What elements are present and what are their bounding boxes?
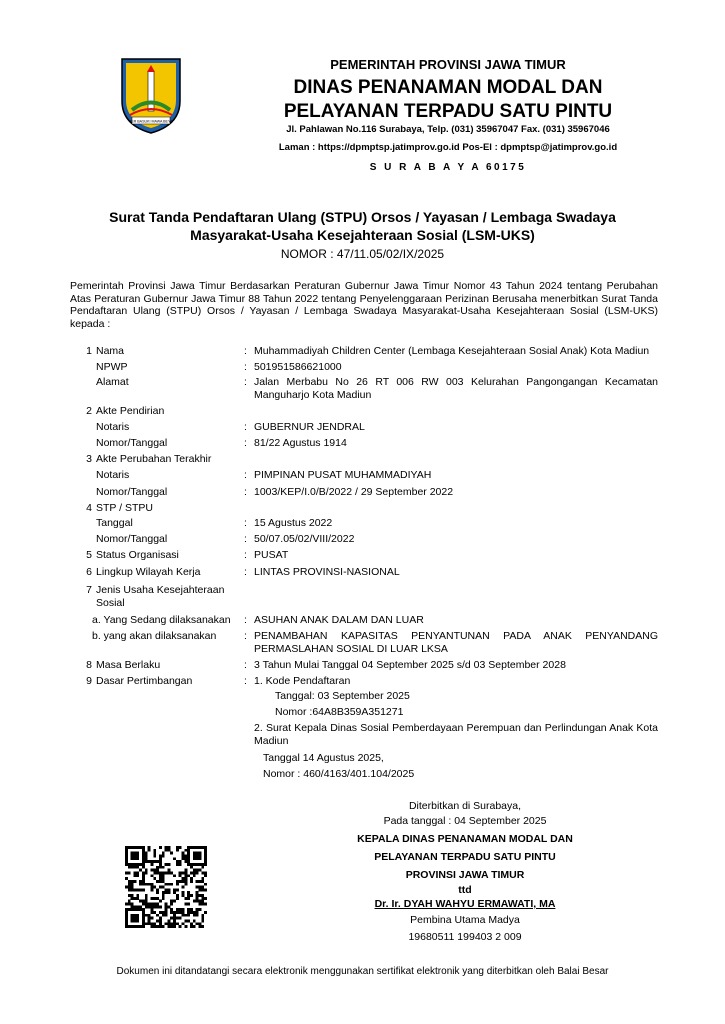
colon: : — [244, 533, 247, 545]
verification-qr-code — [125, 846, 207, 928]
item-number: 6 — [86, 566, 92, 578]
akte-perubahan-label: Akte Perubahan Terakhir — [96, 453, 212, 465]
header-address: Jl. Pahlawan No.116 Surabaya, Telp. (031) 35967047 Fax. (031) 35967046 — [286, 124, 610, 135]
masa-value: 3 Tahun Mulai Tanggal 04 September 2025 s/d 03 September 2028 — [254, 659, 566, 671]
colon: : — [244, 566, 247, 578]
item-number: 4 — [86, 502, 92, 514]
signature-place: Diterbitkan di Surabaya, — [408, 800, 522, 812]
item-number: 3 — [86, 453, 92, 465]
header-city: S U R A B A Y A 60175 — [369, 162, 527, 173]
dasar-1-nomor: Nomor :64A8B359A351271 — [275, 706, 404, 718]
lingkup-label: Lingkup Wilayah Kerja — [96, 566, 201, 578]
document-title: Surat Tanda Pendaftaran Ulang (STPU) Orsos / Yayasan / Lembaga Swadaya Masyarakat-Usaha Kesejahteraan Sosial (LSM-UKS) — [109, 209, 616, 243]
colon: : — [244, 376, 247, 388]
signatory-nip: 19680511 199403 2 009 — [408, 931, 522, 943]
jenis-a-label: a. Yang Sedang dilaksanakan — [92, 614, 231, 626]
akte-pendirian-label: Akte Pendirian — [96, 405, 165, 417]
colon: : — [244, 675, 247, 687]
notaris-label: Notaris — [96, 469, 130, 481]
nomor-tanggal-perubahan-value: 1003/KEP/I.0/B/2022 / 29 September 2022 — [254, 486, 454, 498]
tanggal-label: Tanggal — [96, 517, 133, 529]
colon: : — [244, 421, 247, 433]
header-agency: DINAS PENANAMAN MODAL DAN PELAYANAN TERPADU SATU PINTU — [283, 77, 613, 122]
dasar-2-tanggal: Tanggal 14 Agustus 2025, — [263, 752, 384, 764]
item-number: 1 — [86, 345, 92, 357]
item-number: 7 — [86, 584, 92, 596]
header-web: Laman : https://dpmptsp.jatimprov.go.id Pos-El : dpmptsp@jatimprov.go.id — [278, 142, 618, 153]
npwp-value: 501951586621000 — [254, 361, 342, 373]
item-number: 9 — [86, 675, 92, 687]
stp-tanggal-value: 15 Agustus 2022 — [254, 517, 333, 529]
dasar-2-nomor: Nomor : 460/4163/401.104/2025 — [263, 768, 415, 780]
colon: : — [244, 437, 247, 449]
status-label: Status Organisasi — [96, 549, 179, 561]
jenis-a-value: ASUHAN ANAK DALAM DAN LUAR — [254, 614, 424, 626]
item-number: 2 — [86, 405, 92, 417]
alamat-value: Jalan Merbabu No 26 RT 006 RW 003 Kelurahan Pangongangan Kecamatan Manguharjo Kota Madiun — [254, 376, 658, 401]
intro-paragraph: Pemerintah Provinsi Jawa Timur Berdasarkan Peraturan Gubernur Jawa Timur Nomor 43 Tahun 2024 tentang Perubahan Atas Peraturan Gubernur Jawa Timur 88 Tahun 2022 tentang Penyelenggaraan Perizinan Berusaha menerbitkan Surat Tanda Pendaftaran Ulang (STPU) Orsos / Yayasan / Lembaga Swadaya Masyarakat-Usaha Kesejahteraan Sosial (LSM-UKS) kepada : — [70, 280, 658, 330]
notaris-label: Notaris — [96, 421, 130, 433]
signature-ttd: ttd — [458, 884, 472, 896]
signature-title-2: PELAYANAN TERPADU SATU PINTU — [374, 851, 556, 863]
colon: : — [244, 630, 247, 642]
colon: : — [244, 659, 247, 671]
colon: : — [244, 361, 247, 373]
colon: : — [244, 486, 247, 498]
signature-date: Pada tanggal : 04 September 2025 — [383, 815, 547, 827]
alamat-label: Alamat — [96, 376, 129, 388]
status-value: PUSAT — [254, 549, 289, 561]
jenis-b-value: PENAMBAHAN KAPASITAS PENYANTUNAN PADA ANAK PENYANDANG PERMASLAHAN SOSIAL DI LUAR LKSA — [254, 630, 658, 655]
dasar-1-tanggal: Tanggal: 03 September 2025 — [275, 690, 410, 702]
colon: : — [244, 345, 247, 357]
signature-title-3: PROVINSI JAWA TIMUR — [405, 869, 525, 881]
svg-text:JER BASUKI MAWA BEYA: JER BASUKI MAWA BEYA — [129, 119, 173, 124]
nama-label: Nama — [96, 345, 125, 357]
nomor-tanggal-label: Nomor/Tanggal — [96, 437, 168, 449]
signatory-rank: Pembina Utama Madya — [410, 914, 520, 926]
masa-label: Masa Berlaku — [96, 659, 161, 671]
lingkup-value: LINTAS PROVINSI-NASIONAL — [254, 566, 400, 578]
nomor-tanggal-pendirian-value: 81/22 Agustus 1914 — [254, 437, 347, 449]
signature-title-1: KEPALA DINAS PENANAMAN MODAL DAN — [357, 833, 573, 845]
dasar-2: 2. Surat Kepala Dinas Sosial Pemberdayaan Perempuan dan Perlindungan Anak Kota Madiun — [254, 722, 658, 747]
header-government: PEMERINTAH PROVINSI JAWA TIMUR — [330, 57, 566, 72]
dasar-label: Dasar Pertimbangan — [96, 675, 193, 687]
item-number: 8 — [86, 659, 92, 671]
item-number: 5 — [86, 549, 92, 561]
jenis-label: Jenis Usaha Kesejahteraan Sosial — [96, 584, 225, 609]
stp-label: STP / STPU — [96, 502, 153, 514]
jenis-b-label: b. yang akan dilaksanakan — [92, 630, 217, 642]
jawa-timur-emblem-logo — [118, 55, 184, 135]
colon: : — [244, 469, 247, 481]
stp-nomor-value: 50/07.05/02/VIII/2022 — [254, 533, 355, 545]
colon: : — [244, 549, 247, 561]
nomor-tanggal-label: Nomor/Tanggal — [96, 486, 168, 498]
npwp-label: NPWP — [96, 361, 128, 373]
colon: : — [244, 614, 247, 626]
footer-note: Dokumen ini ditandatangi secara elektronik menggunakan sertifikat elektronik yang diterbitkan oleh Balai Besar — [116, 966, 609, 977]
nama-value: Muhammadiyah Children Center (Lembaga Kesejahteraan Sosial Anak) Kota Madiun — [254, 345, 650, 357]
document-number: NOMOR : 47/11.05/02/IX/2025 — [280, 247, 445, 261]
signatory-name: Dr. Ir. DYAH WAHYU ERMAWATI, MA — [374, 898, 556, 910]
dasar-1: 1. Kode Pendaftaran — [254, 675, 351, 687]
nomor-tanggal-label: Nomor/Tanggal — [96, 533, 168, 545]
notaris-perubahan-value: PIMPINAN PUSAT MUHAMMADIYAH — [254, 469, 432, 481]
colon: : — [244, 517, 247, 529]
notaris-pendirian-value: GUBERNUR JENDRAL — [254, 421, 365, 433]
